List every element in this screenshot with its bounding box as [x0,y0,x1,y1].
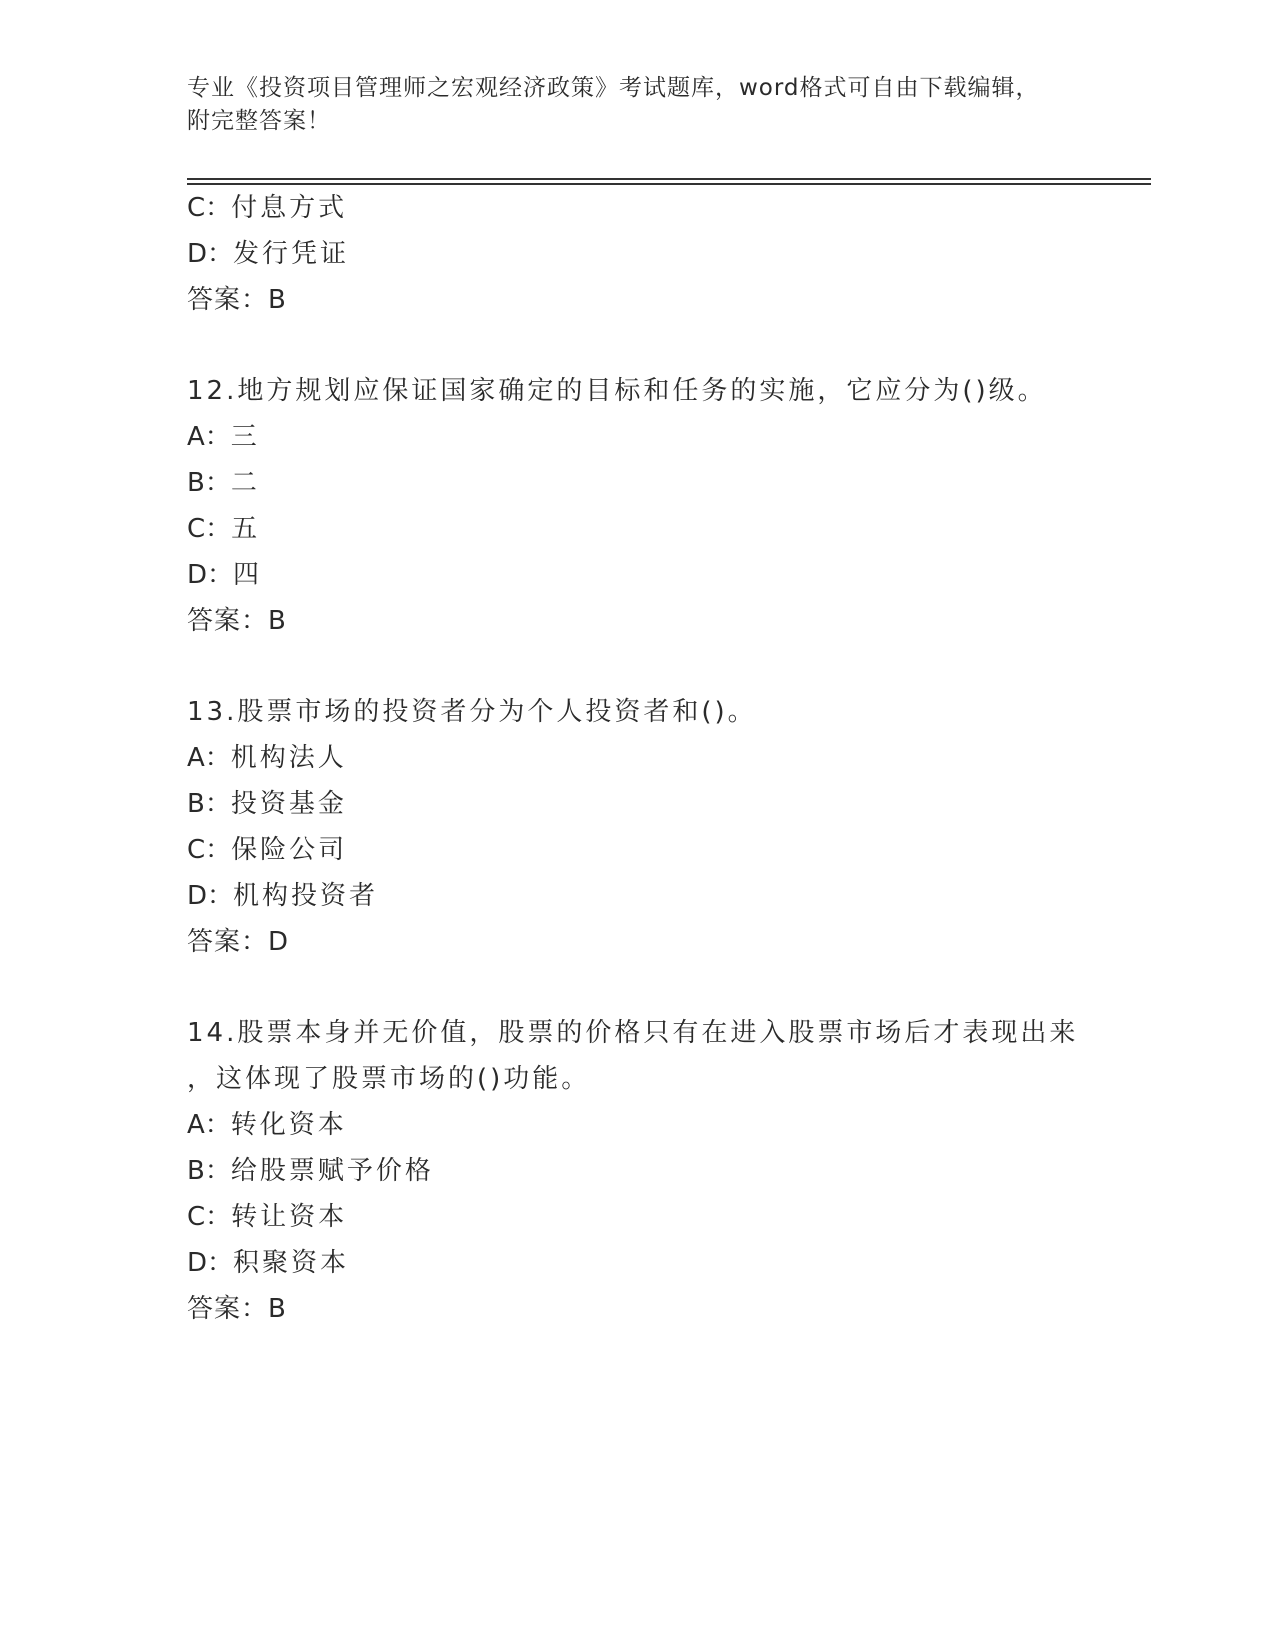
option-c: C：付息方式 [187,193,348,223]
option-c: C：转让资本 [187,1202,348,1232]
option-a: A：三 [187,422,260,452]
option-d: D：机构投资者 [187,881,379,911]
header-line-1: 专业《投资项目管理师之宏观经济政策》考试题库，word格式可自由下载编辑， [187,75,1040,101]
question-stem: 12.地方规划应保证国家确定的目标和任务的实施，它应分为()级。 [187,376,1047,406]
option-d: D：四 [187,560,263,590]
option-c: C：五 [187,514,261,544]
document-header [187,72,1087,138]
question-list [187,185,1107,1332]
answer: 答案：D [187,927,290,957]
option-d: D：积聚资本 [187,1248,350,1278]
answer: 答案：B [187,1294,287,1324]
question-stem-line-1: 14.股票本身并无价值，股票的价格只有在进入股票市场后才表现出来 [187,1018,1079,1048]
header-line-2: 附完整答案！ [187,108,331,134]
option-b: B：给股票赋予价格 [187,1156,434,1186]
answer: 答案：B [187,285,287,315]
option-a: A：转化资本 [187,1110,347,1140]
question-block-13 [187,689,1107,965]
header-divider-top [187,178,1151,180]
answer: 答案：B [187,606,287,636]
question-stem: 13.股票市场的投资者分为个人投资者和()。 [187,697,757,727]
question-block-14 [187,1010,1107,1332]
option-b: B：投资基金 [187,789,347,819]
option-b: B：二 [187,468,260,498]
option-c: C：保险公司 [187,835,348,865]
option-a: A：机构法人 [187,743,347,773]
option-d: D：发行凭证 [187,239,350,269]
question-block-11-continued [187,185,1107,323]
question-block-12 [187,368,1107,644]
question-stem-line-2: ，这体现了股票市场的()功能。 [187,1064,591,1094]
